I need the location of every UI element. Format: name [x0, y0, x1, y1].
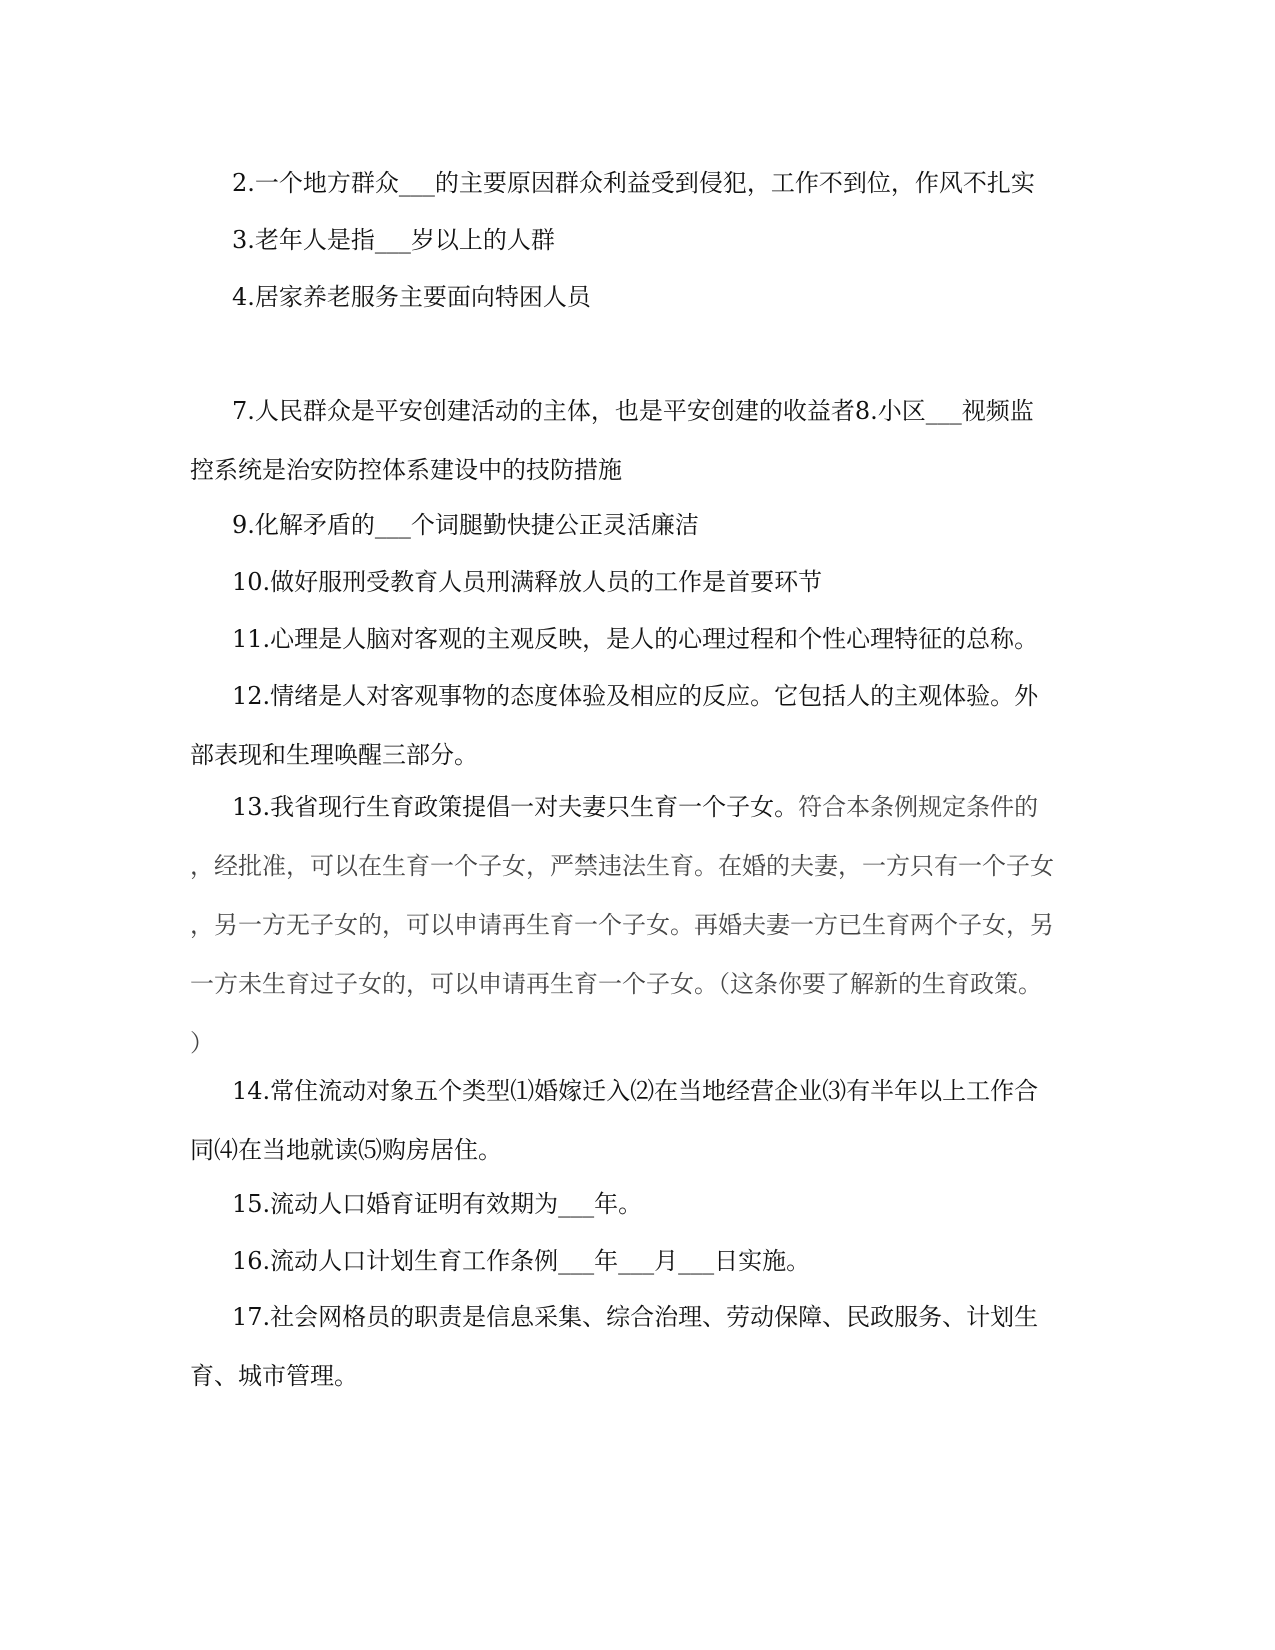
item-7-line-1: 7.人民群众是平安创建活动的主体，也是平安创建的收益者8.小区___视频监 — [232, 397, 1034, 425]
item-12 — [190, 667, 1090, 785]
item-13-line-5: ） — [190, 1029, 214, 1057]
item-14 — [190, 1062, 1090, 1180]
item-10 — [190, 553, 1090, 612]
item-3-line-1: 3.老年人是指___岁以上的人群 — [232, 226, 555, 254]
item-13-line-1-main: 13.我省现行生育政策提倡一对夫妻只生育一个子女。 — [232, 793, 799, 821]
item-9 — [190, 496, 1090, 555]
item-17-line-2: 育、城市管理。 — [190, 1362, 358, 1390]
item-15 — [190, 1175, 1090, 1234]
item-3 — [190, 211, 1090, 270]
item-14-line-2: 同⑷在当地就读⑸购房居住。 — [190, 1136, 502, 1164]
item-2-line-1: 2.一个地方群众___的主要原因群众利益受到侵犯，工作不到位，作风不扎实 — [232, 169, 1035, 197]
item-7-8 — [190, 382, 1090, 500]
item-10-line-1: 10.做好服刑受教育人员刑满释放人员的工作是首要环节 — [232, 568, 823, 596]
item-7-line-2: 控系统是治安防控体系建设中的技防措施 — [190, 456, 622, 484]
item-17 — [190, 1288, 1090, 1406]
item-13-line-3: ，另一方无子女的，可以申请再生育一个子女。再婚夫妻一方已生育两个子女，另 — [190, 911, 1054, 939]
item-13-line-1-tail: 符合本条例规定条件的 — [798, 793, 1039, 821]
item-2 — [190, 154, 1090, 213]
item-4 — [190, 268, 1090, 327]
item-12-line-1: 12.情绪是人对客观事物的态度体验及相应的反应。它包括人的主观体验。外 — [232, 682, 1039, 710]
item-16 — [190, 1232, 1090, 1291]
item-14-line-1: 14.常住流动对象五个类型⑴婚嫁迁入⑵在当地经营企业⑶有半年以上工作合 — [232, 1077, 1039, 1105]
item-9-line-1: 9.化解矛盾的___个词腿勤快捷公正灵活廉洁 — [232, 511, 699, 539]
item-13-line-4: 一方未生育过子女的，可以申请再生育一个子女。（这条你要了解新的生育政策。 — [190, 970, 1042, 998]
item-16-line-1: 16.流动人口计划生育工作条例___年___月___日实施。 — [232, 1247, 811, 1275]
item-17-line-1: 17.社会网格员的职责是信息采集、综合治理、劳动保障、民政服务、计划生 — [232, 1303, 1039, 1331]
item-13 — [190, 778, 1090, 1073]
item-4-line-1: 4.居家养老服务主要面向特困人员 — [232, 283, 591, 311]
item-13-line-1 — [190, 778, 1090, 837]
item-13-line-2: ，经批准，可以在生育一个子女，严禁违法生育。在婚的夫妻，一方只有一个子女 — [190, 852, 1054, 880]
item-15-line-1: 15.流动人口婚育证明有效期为___年。 — [232, 1190, 643, 1218]
item-11-line-1: 11.心理是人脑对客观的主观反映，是人的心理过程和个性心理特征的总称。 — [232, 625, 1039, 653]
item-12-line-2: 部表现和生理唤醒三部分。 — [190, 741, 478, 769]
item-11 — [190, 610, 1090, 669]
